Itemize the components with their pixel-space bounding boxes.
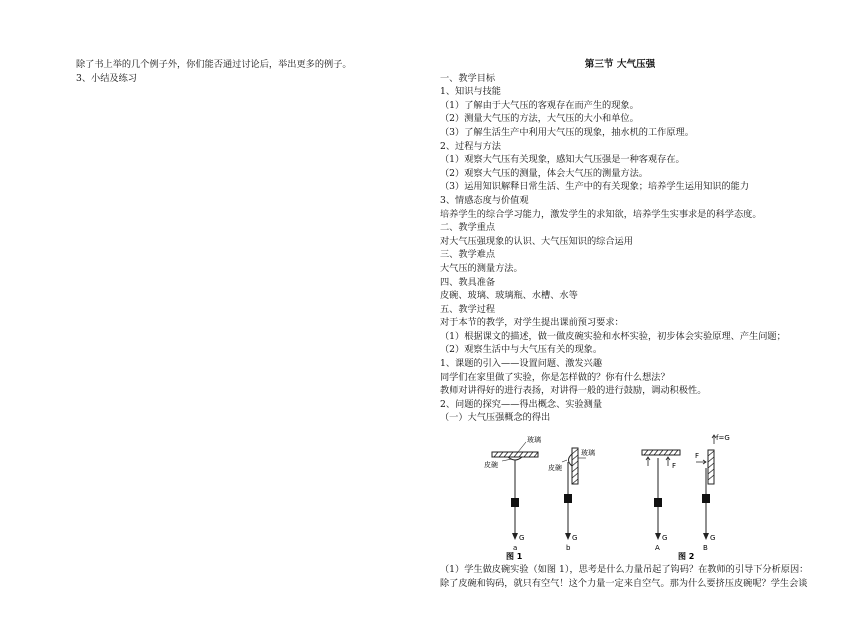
figure-2-caption: 图 2 xyxy=(678,552,695,562)
fig2b-glass-plate xyxy=(708,450,714,484)
fig1a-glass-plate xyxy=(492,452,538,457)
fig2b-weight xyxy=(702,494,710,503)
text-line-17: 皮碗、玻璃、玻璃瓶、水槽、水等 xyxy=(440,290,578,302)
label-cup-right: 皮碗 xyxy=(548,464,562,473)
text-line-26: （一）大气压强概念的得出 xyxy=(440,412,551,424)
text-line-10: 3、情感态度与价值观 xyxy=(440,194,529,206)
fig1a-weight xyxy=(511,498,519,507)
text-after-figure xyxy=(440,563,809,590)
fig2b-pressure-arrow xyxy=(696,460,706,464)
label-sub-a: a xyxy=(513,544,518,553)
text-line-after-2: 除了皮碗和钩码，就只有空气！这个力量一定来自空气。那为什么要挤压皮碗呢？学生会谈 xyxy=(440,577,808,589)
text-line-12: 二、教学重点 xyxy=(440,222,496,234)
fig1b-weight xyxy=(564,494,572,503)
text-line-21: （2）观察生活中与大气压有关的现象。 xyxy=(440,344,603,356)
text-line-24: 教师对讲得好的进行表扬，对讲得一般的进行鼓励，调动积极性。 xyxy=(440,385,707,397)
text-line-23: 同学们在家里做了实验，你是怎样做的？你有什么想法？ xyxy=(440,371,670,383)
text-line-15: 大气压的测量方法。 xyxy=(440,262,523,274)
fig2b-arrow xyxy=(703,533,709,540)
text-line-13: 对大气压强现象的认识、大气压知识的综合运用 xyxy=(440,235,633,247)
left-line-1: 除了书上举的几个例子外，你们能否通过讨论后，举出更多的例子。 xyxy=(76,59,352,70)
text-line-3: （1）了解由于大气压的客观存在而产生的现象。 xyxy=(440,99,639,111)
text-line-20: （1）根据课文的描述，做一做皮碗实验和水杯实验，初步体会实验原理、产生问题； xyxy=(440,330,786,342)
text-line-9: （3）运用知识解释日常生活、生产中的有关现象；培养学生运用知识的能力 xyxy=(440,181,750,193)
left-line-2: 3、小结及练习 xyxy=(76,72,137,84)
text-line-25: 2、问题的探究——得出概念、实验测量 xyxy=(440,398,603,410)
fig2a-glass-plate xyxy=(642,450,680,455)
label-G-B: G xyxy=(710,534,716,543)
right-column xyxy=(440,58,809,590)
label-sub-B: B xyxy=(703,544,708,553)
label-glass-top: 玻璃 xyxy=(527,436,541,445)
label-sub-b: b xyxy=(566,544,571,553)
figure-area xyxy=(440,428,800,561)
figure-1-caption: 图 1 xyxy=(506,552,523,562)
left-column xyxy=(76,58,406,85)
fig2a-arrow xyxy=(655,533,661,540)
fig2a-weight xyxy=(654,498,662,507)
label-fG: f=G xyxy=(716,434,730,443)
label-cup-left: 皮碗 xyxy=(484,461,498,470)
text-line-18: 五、教学过程 xyxy=(440,303,496,315)
figure-1 xyxy=(462,428,602,561)
label-G-b: G xyxy=(572,534,578,543)
text-line-11: 培养学生的综合学习能力，激发学生的求知欲，培养学生实事求是的科学态度。 xyxy=(440,208,762,220)
section-title: 第三节 大气压强 xyxy=(584,59,656,70)
fig1b-arrow xyxy=(565,533,571,540)
text-line-14: 三、教学难点 xyxy=(440,249,496,261)
label-G-a: G xyxy=(519,534,525,543)
text-line-16: 四、教具准备 xyxy=(440,276,496,288)
label-F-A: F xyxy=(672,462,677,471)
fig2a-pressure-arrow-right xyxy=(666,457,670,466)
text-line-6: 2、过程与方法 xyxy=(440,140,501,152)
text-line-5: （3）了解生活生产中利用大气压的现象，抽水机的工作原理。 xyxy=(440,126,694,138)
text-line-after-1: （1）学生做皮碗实验（如图 1），思考是什么力量吊起了钩码？在教师的引导下分析原因： xyxy=(440,564,809,576)
fig1b-suction-cup xyxy=(569,454,573,466)
fig2a-pressure-arrow-left xyxy=(646,457,650,466)
text-line-8: （2）观察大气压的测量，体会大气压的测量方法。 xyxy=(440,167,648,179)
label-G-A: G xyxy=(662,534,668,543)
fig1a-arrow xyxy=(512,533,518,540)
text-line-19: 对于本节的教学，对学生提出课前预习要求： xyxy=(440,317,624,329)
label-glass-right: 玻璃 xyxy=(581,449,595,458)
text-line-22: 1、课题的引入——设置问题、激发兴趣 xyxy=(440,358,603,370)
text-before-figure xyxy=(440,72,800,425)
label-F-B: F xyxy=(695,452,700,461)
fig1b-glass-plate xyxy=(572,448,578,484)
text-line-1: 一、教学目标 xyxy=(440,72,496,84)
text-line-4: （2）测量大气压的方法，大气压的大小和单位。 xyxy=(440,113,639,125)
label-sub-A: A xyxy=(655,544,660,553)
text-line-2: 1、知识与技能 xyxy=(440,86,501,98)
figure-2 xyxy=(630,428,780,561)
text-line-7: （1）观察大气压有关现象，感知大气压强是一种客观存在。 xyxy=(440,154,685,166)
